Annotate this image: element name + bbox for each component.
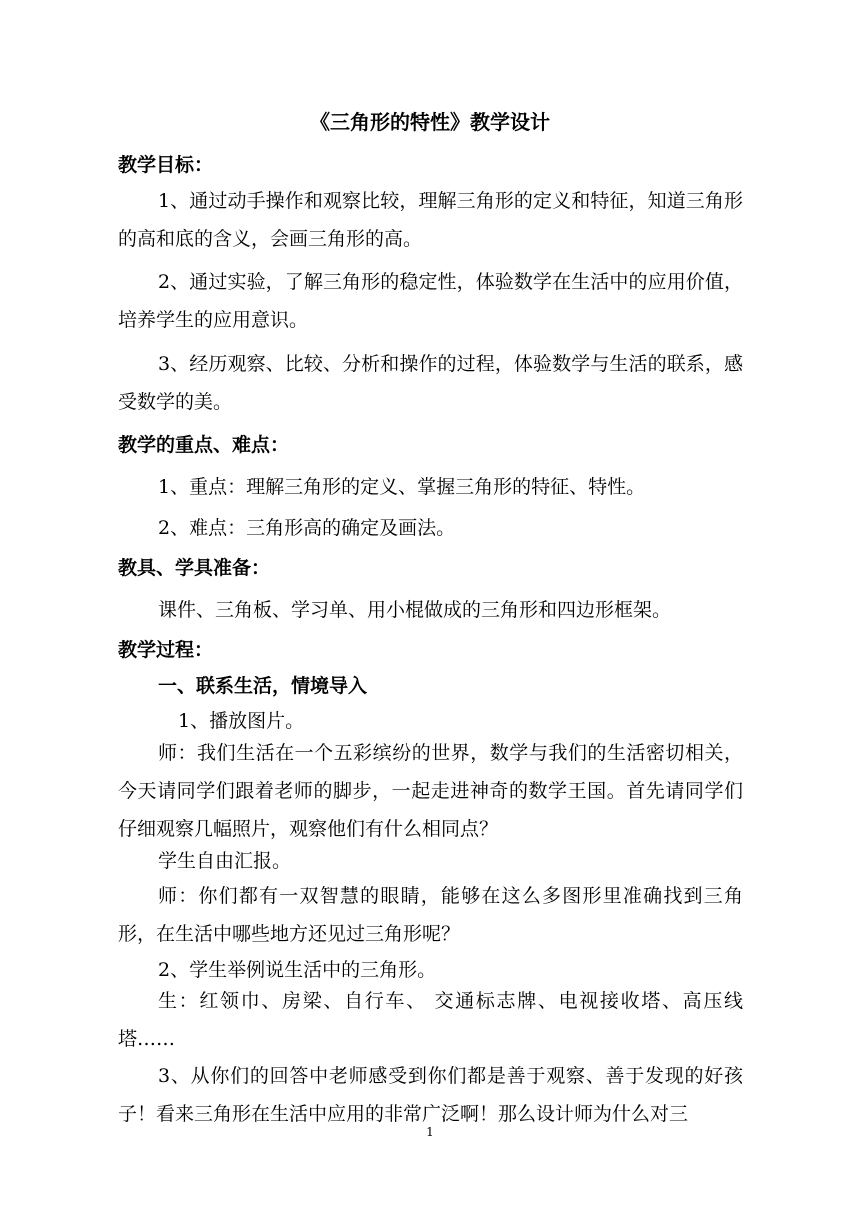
document-title: 《三角形的特性》教学设计 xyxy=(310,110,550,134)
key-point-text: 1、重点：理解三角形的定义、掌握三角形的特征、特性。 xyxy=(158,476,646,498)
difficult-point-text: 2、难点：三角形高的确定及画法。 xyxy=(158,517,456,539)
student-report-text: 学生自由汇报。 xyxy=(158,850,292,872)
tools-text: 课件、三角板、学习单、用小棍做成的三角形和四边形框架。 xyxy=(158,599,672,621)
section-1-heading: 一、联系生活，情境导入 xyxy=(158,675,368,697)
goal-2-paragraph: 2、通过实验，了解三角形的稳定性，体验数学在生活中的应用价值，培养学生的应用意识。 xyxy=(118,271,743,331)
step-1-text: 1、播放图片。 xyxy=(178,710,305,732)
goal-1-paragraph: 1、通过动手操作和观察比较，理解三角形的定义和特征，知道三角形的高和底的含义，会画三角形的高。 xyxy=(118,190,743,250)
step-3-paragraph: 3、从你们的回答中老师感受到你们都是善于观察、善于发现的好孩子！看来三角形在生活中应用的非常广泛啊！那么设计师为什么对三 xyxy=(118,1065,743,1125)
student-examples-paragraph: 生：红领巾、房梁、自行车、 交通标志牌、电视接收塔、高压线塔…… xyxy=(118,990,743,1050)
page-number: 1 xyxy=(426,1125,434,1139)
goals-heading: 教学目标： xyxy=(118,154,214,176)
tools-heading: 教具、学具准备： xyxy=(118,557,271,579)
teacher-question-paragraph: 师：你们都有一双智慧的眼睛，能够在这么多图形里准确找到三角形，在生活中哪些地方还见过三角形呢？ xyxy=(118,885,743,945)
process-heading: 教学过程： xyxy=(118,639,214,661)
goal-3-paragraph: 3、经历观察、比较、分析和操作的过程，体验数学与生活的联系，感受数学的美。 xyxy=(118,353,743,413)
teacher-intro-paragraph: 师：我们生活在一个五彩缤纷的世界，数学与我们的生活密切相关，今天请同学们跟着老师的脚步，一起走进神奇的数学王国。首先请同学们仔细观察几幅照片，观察他们有什么相同点？ xyxy=(118,742,743,840)
key-points-heading: 教学的重点、难点： xyxy=(118,434,290,456)
step-2-text: 2、学生举例说生活中的三角形。 xyxy=(158,959,437,981)
